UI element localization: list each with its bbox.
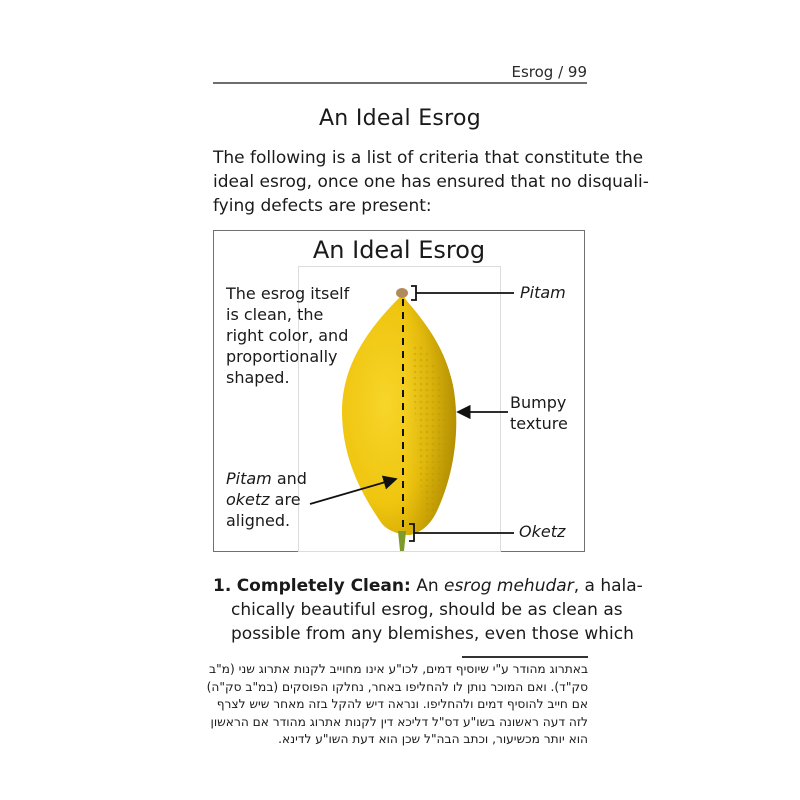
list-item-heading: Completely Clean: — [236, 576, 411, 596]
footnote-line: אם חייב להוסיף דמים ולהחליפו. ונראה דיש להקל בזה מאחר שיש לצרף — [216, 697, 588, 711]
running-head: Esrog / 99 — [511, 63, 587, 81]
footnote-line: סק"ד). ואם המוכר נותן לו להחליפו באחר, נחלקו הפוסקים (במ"ב סק"ה) — [206, 679, 588, 694]
intro-line: The following is a list of criteria that constitute the — [213, 148, 644, 168]
pitam-bracket — [411, 286, 416, 300]
header-rule — [213, 82, 587, 84]
pitam-tip — [396, 288, 408, 298]
footnote-line: באתרוג מהודר ע"י שיוסיף דמים, לכו"ע אינו מחוייב לקנות אתרוג שני (מ"ב — [209, 662, 588, 676]
esrog-description-caption: The esrog itself is clean, the right color, and proportionally shaped. — [226, 284, 350, 387]
footnote-line: הוא יותר מכשיעור, וכתב הבה"ל שכן הוא דעת השו"ע לדינא. — [278, 732, 588, 746]
intro-line: fying defects are present: — [213, 196, 432, 216]
footnote-rule — [462, 656, 588, 658]
oketz-label: Oketz — [519, 522, 566, 541]
figure-title: An Ideal Esrog — [312, 236, 486, 264]
esrog-fruit — [342, 297, 456, 535]
pitam-label: Pitam — [520, 283, 566, 302]
section-title: An Ideal Esrog — [318, 106, 482, 131]
intro-line: ideal esrog, once one has ensured that no disquali- — [213, 172, 649, 192]
list-item-line: chically beautiful esrog, should be as clean as — [231, 600, 623, 620]
footnote-line: לזה דעה ראשונה בשו"ע דס"ל דליכא דין לקנות אתרוג מהודר אם הראשון — [210, 714, 588, 729]
list-item-number: 1. — [213, 576, 232, 596]
oketz-stem — [398, 531, 406, 551]
list-item-line: possible from any blemishes, even those which — [231, 624, 634, 644]
bumpy-texture-label: Bumpy texture — [510, 393, 568, 433]
footnote — [206, 661, 588, 749]
alignment-caption: Pitam and oketz are aligned. — [226, 469, 307, 530]
criteria-list — [213, 574, 643, 646]
intro-paragraph — [213, 146, 649, 218]
esrog-figure — [213, 230, 585, 552]
list-item: 1. Completely Clean: An esrog mehudar, a hala- chically beautiful esrog, should be as clean as possible from any blemishes, even those which — [213, 576, 643, 644]
